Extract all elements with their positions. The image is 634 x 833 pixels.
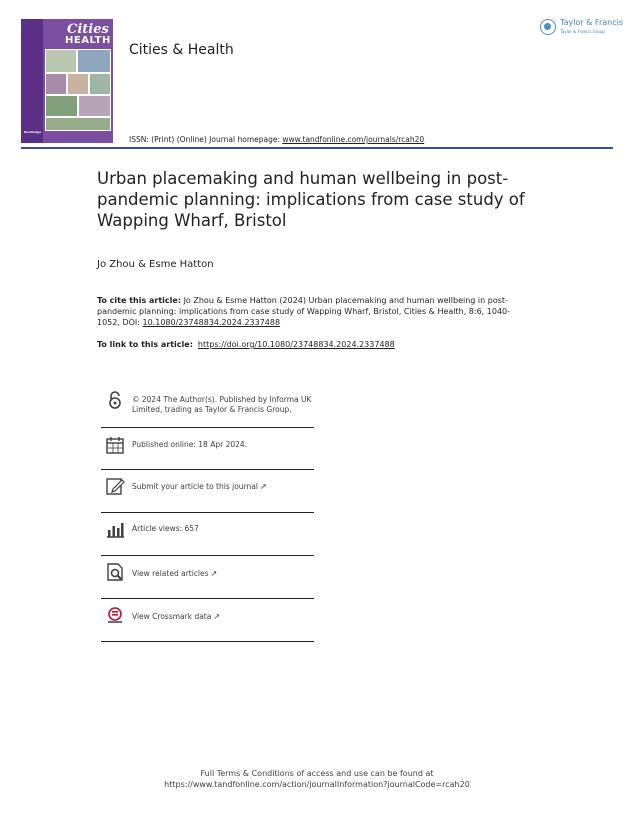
publisher-logo-name: Taylor & Francis bbox=[560, 18, 623, 27]
open-access-icon bbox=[105, 390, 125, 410]
cover-photo bbox=[45, 117, 111, 131]
external-link-icon: ↗ bbox=[213, 612, 221, 621]
header-divider bbox=[21, 147, 613, 149]
publisher-logo-sub: Taylor & Francis Group bbox=[560, 29, 605, 34]
link-label: To link to this article: bbox=[97, 340, 193, 349]
citation-block bbox=[97, 295, 527, 328]
journal-cover bbox=[21, 19, 113, 143]
cover-photo bbox=[45, 95, 78, 117]
cover-photo bbox=[45, 73, 67, 95]
cover-photo bbox=[77, 49, 111, 73]
license-row bbox=[101, 386, 314, 428]
cover-logo-health: HEALTH bbox=[65, 35, 111, 46]
footer-terms-text: Full Terms & Conditions of access and use can be found at bbox=[200, 769, 434, 778]
article-views-text: Article views: 657 bbox=[132, 524, 199, 533]
license-text: © 2024 The Author(s). Published by Informa UK Limited, trading as Taylor & Francis Group. bbox=[132, 395, 312, 414]
issn-line bbox=[129, 135, 424, 144]
publisher-logo-icon bbox=[540, 19, 556, 35]
submit-row[interactable] bbox=[101, 469, 314, 513]
published-row bbox=[101, 427, 314, 470]
footer-terms-url[interactable]: https://www.tandfonline.com/action/journalInformation?journalCode=rcah20 bbox=[164, 780, 470, 789]
cover-spine bbox=[21, 19, 43, 143]
crossmark-label: View Crossmark data bbox=[132, 612, 212, 621]
related-row[interactable] bbox=[101, 555, 314, 599]
published-date-text: Published online: 18 Apr 2024. bbox=[132, 440, 248, 449]
article-link-line bbox=[97, 340, 395, 349]
edit-pencil-icon bbox=[105, 476, 125, 496]
submit-article-link[interactable] bbox=[132, 482, 267, 492]
submit-article-label: Submit your article to this journal bbox=[132, 482, 258, 491]
external-link-icon: ↗ bbox=[259, 482, 267, 491]
crossmark-icon bbox=[105, 606, 125, 626]
journal-homepage-link[interactable]: www.tandfonline.com/journals/rcah20 bbox=[282, 135, 425, 144]
publisher-logo[interactable] bbox=[540, 17, 623, 39]
cite-text: Jo Zhou & Esme Hatton (2024) Urban placemaking and human wellbeing in post-pandemic planning: implications from case study of Wapping Wharf, Bristol, Cities & Health, 8:6, 1040-1052, DOI: bbox=[97, 296, 511, 327]
article-url-link[interactable]: https://doi.org/10.1080/23748834.2024.2337488 bbox=[197, 340, 395, 349]
cover-photo bbox=[45, 49, 77, 73]
related-articles-link[interactable] bbox=[132, 569, 217, 579]
bar-chart-icon bbox=[105, 519, 125, 539]
footer bbox=[0, 768, 634, 790]
cover-publisher-mark: Routledge bbox=[24, 130, 42, 134]
cover-photo bbox=[78, 95, 111, 117]
doi-link[interactable]: 10.1080/23748834.2024.2337488 bbox=[142, 318, 281, 327]
related-search-icon bbox=[105, 562, 125, 582]
cover-photo bbox=[67, 73, 89, 95]
external-link-icon: ↗ bbox=[210, 569, 218, 578]
cover-logo-cities: Cities bbox=[67, 22, 109, 37]
journal-name: Cities & Health bbox=[129, 42, 234, 58]
cover-photo bbox=[89, 73, 111, 95]
article-authors: Jo Zhou & Esme Hatton bbox=[97, 259, 214, 270]
related-articles-label: View related articles bbox=[132, 569, 209, 578]
crossmark-row[interactable] bbox=[101, 598, 314, 642]
crossmark-link[interactable] bbox=[132, 612, 220, 622]
article-title: Urban placemaking and human wellbeing in post-pandemic planning: implications from case study of Wapping Wharf, Bristol bbox=[97, 169, 525, 230]
issn-text: ISSN: (Print) (Online) Journal homepage: bbox=[129, 135, 283, 144]
calendar-icon bbox=[105, 435, 125, 455]
views-row bbox=[101, 512, 314, 556]
cite-label: To cite this article: bbox=[97, 296, 182, 305]
